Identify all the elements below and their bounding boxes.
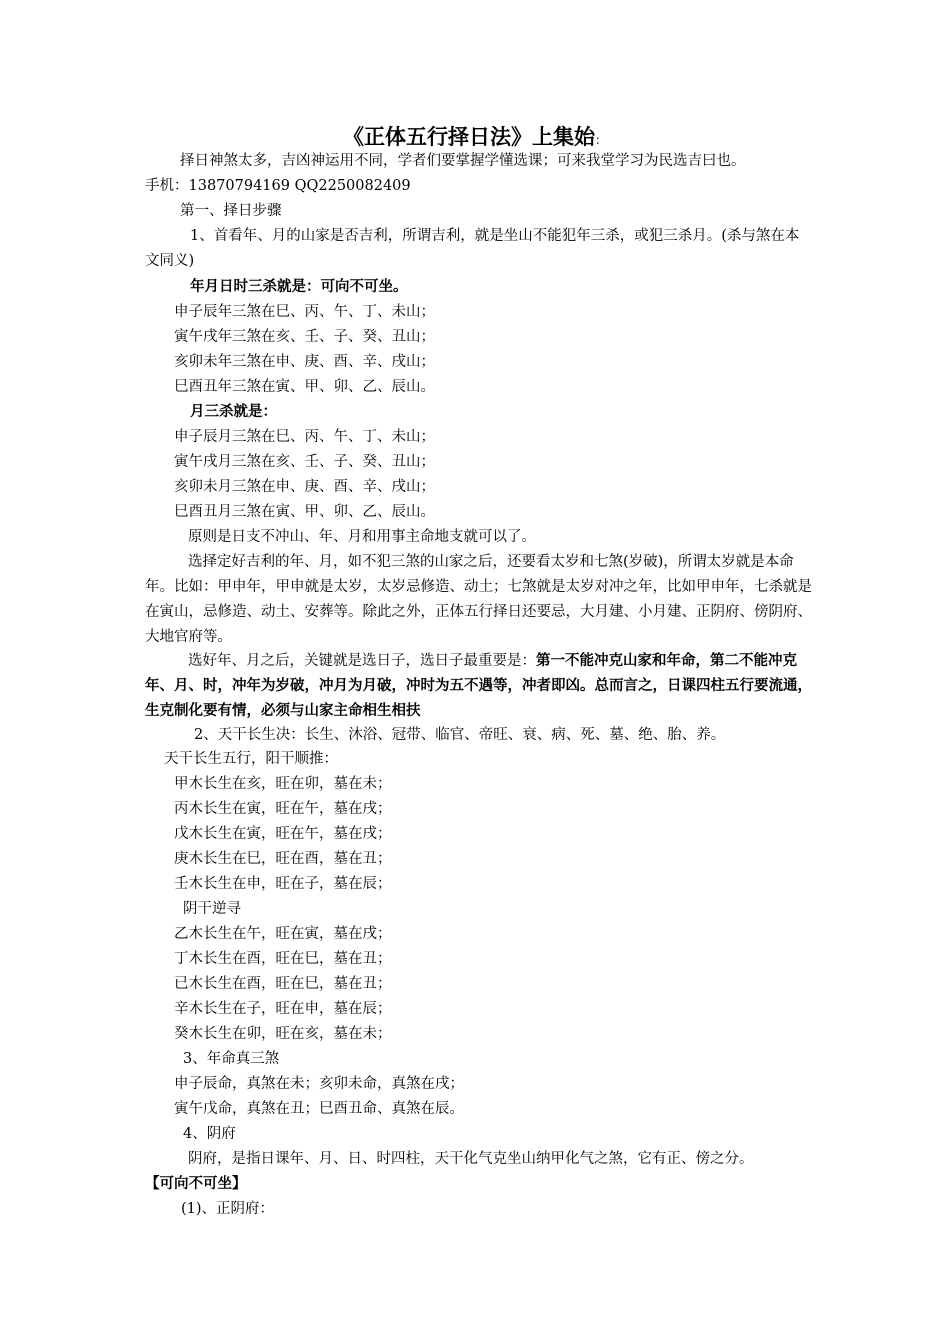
yang-heading: 天干长生五行，阳干顺推： xyxy=(164,751,338,767)
yin-line: 辛木长生在子，旺在申，墓在辰； xyxy=(174,1001,392,1017)
month-sansha-line: 寅午戌月三煞在亥、壬、子、癸、丑山； xyxy=(174,454,435,470)
year-sansha-heading: 年月日时三杀就是：可向不可坐。 xyxy=(190,279,408,295)
step1-paragraph: 1、首看年、月的山家是否吉利，所谓吉利，就是坐山不能犯年三杀，或犯三杀月。(杀与煞在本文同义) xyxy=(145,228,800,269)
choose-day-paragraph xyxy=(145,649,813,724)
yinfu-note: 【可向不可坐】 xyxy=(145,1176,247,1192)
taisui-paragraph: 选择定好吉利的年、月，如不犯三煞的山家之后，还要看太岁和七煞(岁破)，所谓太岁就是本命年。比如：甲申年，甲申就是太岁，太岁忌修造、动土；七煞就是太岁对冲之年，比如甲申年，七杀就是在寅山，忌修造、动土、安葬等。除此之外，正体五行择日还要忌，大月建、小月建、正阴府、傍阴府、大地官府等。 xyxy=(145,554,812,645)
year-sansha-line: 亥卯未年三煞在申、庚、酉、辛、戌山； xyxy=(174,354,435,370)
title-suffix: ： xyxy=(594,133,607,147)
yang-line: 甲木长生在亥，旺在卯，墓在未； xyxy=(174,776,392,792)
yin-line: 已木长生在酉，旺在巳，墓在丑； xyxy=(174,976,392,992)
month-sansha-line: 亥卯未月三煞在申、庚、酉、辛、戌山； xyxy=(174,479,435,495)
year-sansha-line: 申子辰年三煞在巳、丙、午、丁、未山； xyxy=(174,304,435,320)
month-sansha-heading: 月三杀就是： xyxy=(190,404,277,420)
principle-line: 原则是日支不冲山、年、月和用事主命地支就可以了。 xyxy=(188,529,536,545)
zheng-yinfu-line: (1)、正阴府： xyxy=(181,1201,275,1217)
month-sansha-line: 巳酉丑月三煞在寅、甲、卯、乙、辰山。 xyxy=(174,504,435,520)
step3-line: 3、年命真三煞 xyxy=(183,1051,280,1067)
contact-line: 手机：13870794169 QQ2250082409 xyxy=(145,178,411,194)
yang-line: 庚木长生在巳，旺在酉，墓在丑； xyxy=(174,851,392,867)
step4-line: 4、阴府 xyxy=(183,1126,236,1142)
year-sansha-line: 寅午戌年三煞在亥、壬、子、癸、丑山； xyxy=(174,329,435,345)
yang-line: 壬木长生在申，旺在子，墓在辰； xyxy=(174,876,392,892)
yinfu-description: 阴府，是指日课年、月、日、时四柱，天干化气克坐山纳甲化气之煞，它有正、傍之分。 xyxy=(188,1151,754,1167)
month-sansha-line: 申子辰月三煞在巳、丙、午、丁、未山； xyxy=(174,429,435,445)
yin-heading: 阴干逆寻 xyxy=(183,901,241,917)
choose-day-emphasis: 第一不能冲克山家和年命，第二不能冲克年、月、时，冲年为岁破，冲月为月破，冲时为五不遇等，冲者即凶。总而言之，日课四柱五行要流通，生克制化要有情，必须与山家主命相生相扶 xyxy=(145,653,812,719)
choose-day-text: 选好年、月之后，关键就是选日子，选日子最重要是： xyxy=(188,653,536,669)
zhen-sansha-line: 寅午戊命，真煞在丑；巳酉丑命、真煞在辰。 xyxy=(174,1101,464,1117)
year-sansha-line: 巳酉丑年三煞在寅、甲、卯、乙、辰山。 xyxy=(174,379,435,395)
yin-line: 乙木长生在午，旺在寅，墓在戌； xyxy=(174,926,392,942)
page-title xyxy=(0,121,950,151)
zhen-sansha-line: 申子辰命，真煞在未；亥卯未命，真煞在戌； xyxy=(174,1076,464,1092)
yin-line: 丁木长生在酉，旺在巳，墓在丑； xyxy=(174,951,392,967)
yang-line: 戊木长生在寅，旺在午，墓在戌； xyxy=(174,826,392,842)
section-heading: 第一、择日步骤 xyxy=(180,203,282,219)
intro-paragraph: 择日神煞太多，吉凶神运用不同，学者们要掌握学懂选课；可来我堂学习为民选吉曰也。 xyxy=(180,153,746,169)
step2-line: 2、天干长生决：长生、沐浴、冠带、临官、帝旺、衰、病、死、墓、绝、胎、养。 xyxy=(194,727,726,743)
yang-line: 丙木长生在寅，旺在午，墓在戌； xyxy=(174,801,392,817)
yin-line: 癸木长生在卯，旺在亥，墓在未； xyxy=(174,1026,392,1042)
title-text: 《正体五行择日法》上集始 xyxy=(342,125,595,149)
